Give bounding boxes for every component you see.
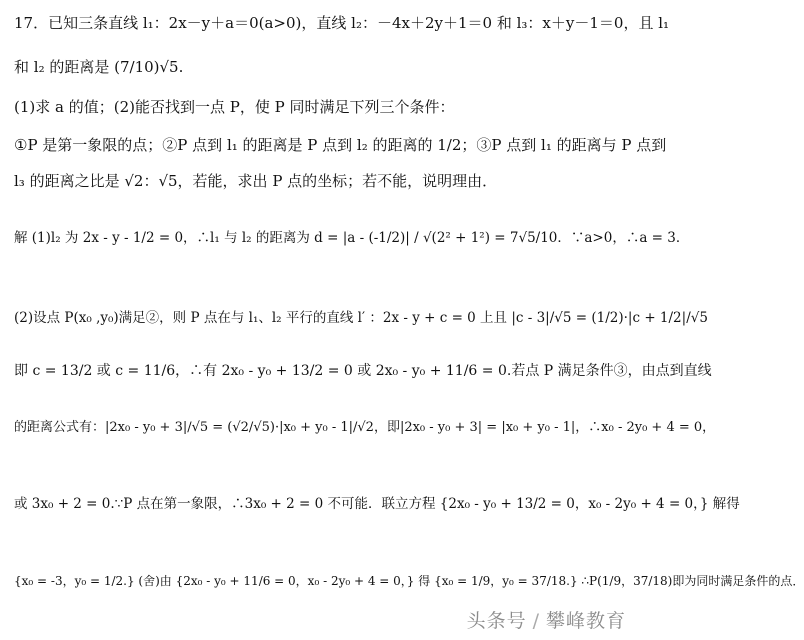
solution-part2-line4: 或 3x₀ + 2 = 0.∵P 点在第一象限，∴3x₀ + 2 = 0 不可能．联立方程 {2x₀ - y₀ + 13/2 = 0，x₀ - 2y₀ + 4 = 0，} 解得	[14, 496, 740, 512]
solution-part2-line2: 即 c = 13/2 或 c = 11/6，∴有 2x₀ - y₀ + 13/2 = 0 或 2x₀ - y₀ + 11/6 = 0.若点 P 满足条件③，由点到直线	[14, 363, 712, 379]
solution-part2-line3: 的距离公式有：|2x₀ - y₀ + 3|/√5 = (√2/√5)·|x₀ + y₀ - 1|/√2，即|2x₀ - y₀ + 3| = |x₀ + y₀ - 1|，∴x₀ - 2y₀ + 4 = 0，	[14, 420, 716, 435]
problem-line-2: 和 l₂ 的距离是 (7/10)√5.	[14, 58, 184, 76]
question-line: (1)求 a 的值；(2)能否找到一点 P，使 P 同时满足下列三个条件：	[14, 98, 455, 116]
watermark	[467, 606, 626, 633]
watermark-source: 头条号	[466, 610, 527, 632]
watermark-separator: /	[532, 610, 540, 632]
solution-part2-line1: (2)设点 P(x₀ ,y₀)满足②，则 P 点在与 l₁、l₂ 平行的直线 l′ ：2x - y + c = 0 上且 |c - 3|/√5 = (1/2)·|c + 1/2|/√5	[14, 310, 708, 326]
solution-part2-line5: {x₀ = -3，y₀ = 1/2.} (舍)由 {2x₀ - y₀ + 11/6 = 0，x₀ - 2y₀ + 4 = 0，} 得 {x₀ = 1/9，y₀ = 37/18.} ∴P(1/9，37/18)即为同时满足条件的点．	[14, 574, 804, 588]
condition-line-2: l₃ 的距离之比是 √2：√5，若能，求出 P 点的坐标；若不能，说明理由．	[14, 172, 498, 190]
watermark-brand: 攀峰教育	[545, 610, 626, 632]
problem-line-1: 17．已知三条直线 l₁：2x－y＋a＝0(a>0)，直线 l₂：－4x＋2y＋1＝0 和 l₃：x＋y－1＝0，且 l₁	[14, 14, 670, 32]
condition-line-1: ①P 是第一象限的点；②P 点到 l₁ 的距离是 P 点到 l₂ 的距离的 1/2；③P 点到 l₁ 的距离与 P 点到	[14, 136, 667, 154]
solution-part1: 解 (1)l₂ 为 2x - y - 1/2 = 0，∴l₁ 与 l₂ 的距离为 d = |a - (-1/2)| / √(2² + 1²) = 7√5/10．∵a>0，∴a = 3．	[14, 230, 690, 246]
